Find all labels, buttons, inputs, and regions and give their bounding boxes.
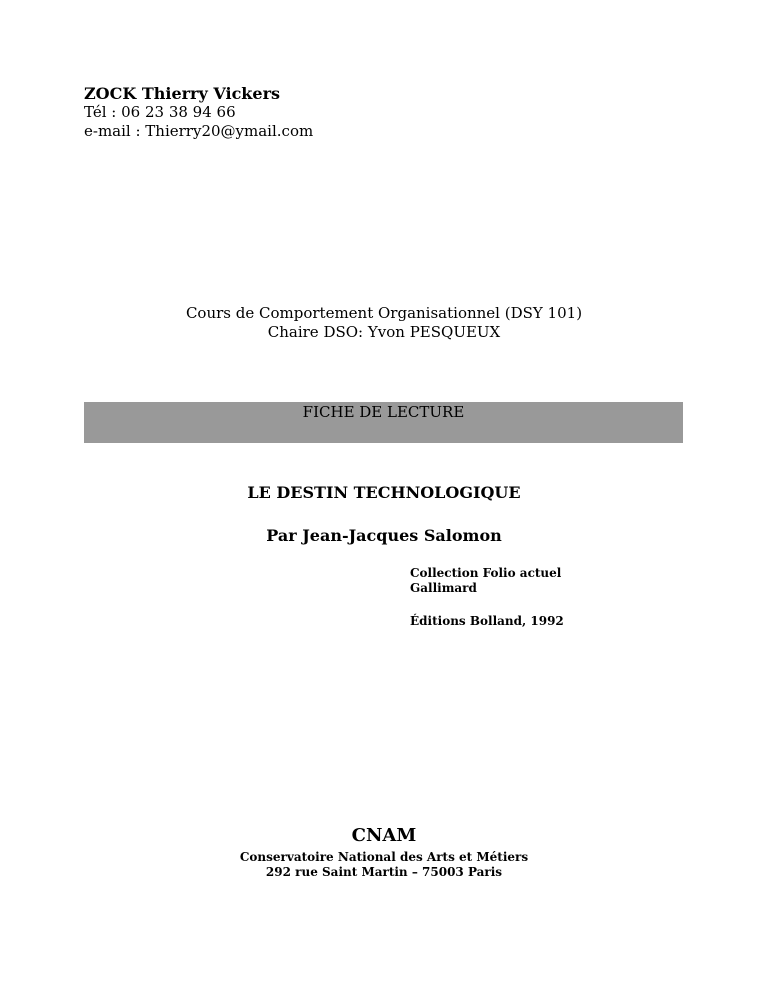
institution-short-name: CNAM (351, 825, 417, 846)
institution-full-name: Conservatoire National des Arts et Métiers (239, 850, 529, 864)
author-email: e-mail : Thierry20@ymail.com (84, 122, 314, 140)
institution-address: 292 rue Saint Martin – 75003 Paris (265, 865, 503, 879)
book-author: Par Jean-Jacques Salomon (266, 526, 502, 545)
document-type-label: FICHE DE LECTURE (302, 403, 465, 421)
publication-publisher: Gallimard (410, 581, 477, 595)
publication-info (410, 566, 564, 629)
document-type-banner (84, 402, 683, 443)
author-name: ZOCK Thierry Vickers (84, 84, 281, 103)
course-chair: Chaire DSO: Yvon PESQUEUX (267, 323, 501, 341)
institution-info (0, 850, 768, 880)
author-info (84, 84, 313, 141)
course-title: Cours de Comportement Organisationnel (DSY 101) (185, 304, 583, 322)
book-title: LE DESTIN TECHNOLOGIQUE (247, 483, 521, 502)
publication-edition: Éditions Bolland, 1992 (410, 614, 564, 628)
course-info (0, 304, 768, 342)
author-phone: Tél : 06 23 38 94 66 (84, 103, 236, 121)
publication-collection: Collection Folio actuel (410, 566, 562, 580)
